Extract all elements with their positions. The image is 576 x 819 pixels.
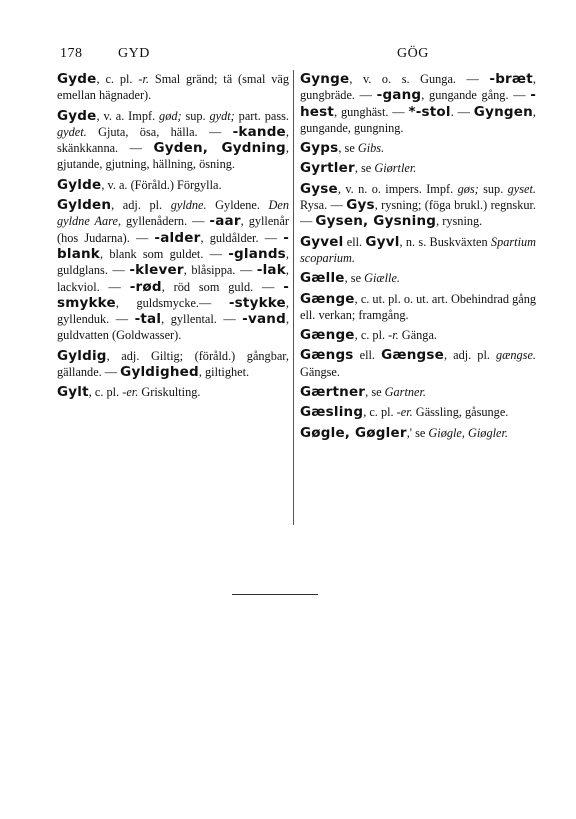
dictionary-entry: Gyvel ell. Gyvl, n. s. Buskväxten Spartium scoparium. [300,233,537,265]
dictionary-entry: Gængs ell. Gængse, adj. pl. gængse. Gängse. [300,347,536,379]
dictionary-entry: Gyps, se Gibs. [300,140,385,157]
dictionary-entry: Gyrtler, se Giørtler. [300,160,417,177]
end-rule [232,594,318,595]
dictionary-entry: Gylt, c. pl. -er. Griskulting. [57,384,201,401]
dictionary-entry: Gænge, c. ut. pl. o. ut. art. Obehindrad gång ell. verkan; framgång. [300,290,537,322]
column-divider [293,70,294,525]
dictionary-entry: Gøgle, Gøgler,' se Giøgle, Giøgler. [300,424,508,441]
right-column [300,71,536,445]
dictionary-entry: Gynge, v. o. s. Gunga. — -bræt, gungbräde. — -gang, gungande gång. — -hest, gunghäst. — *-stol. — Gyngen, gungande, gungning. [300,71,536,135]
dictionary-entry: Gyde, v. a. Impf. gød; sup. gydt; part. pass. gydet. Gjuta, ösa, hälla. — -kande, skänkkanna. — Gyden, Gydning, gjutande, gjutning, hällning, ösning. [57,107,289,172]
dictionary-entry: Gærtner, se Gartner. [300,384,426,401]
dictionary-entry: Gyse, v. n. o. impers. Impf. gøs; sup. gyset. Rysa. — Gys, rysning; (föga brukl.) regnskur. — Gysen, Gysning, rysning. [300,180,537,230]
dictionary-entry: Gæsling, c. pl. -er. Gässling, gåsunge. [300,404,509,421]
dictionary-entry: Gyldig, adj. Giltig; (föråld.) gångbar, gällande. — Gyldighed, giltighet. [57,347,289,381]
left-column [57,71,289,405]
dictionary-entry: Gyde, c. pl. -r. Smal gränd; tä (smal väg emellan hägnader). [57,71,290,103]
left-guide-word: GYD [118,46,150,61]
right-guide-word: GÖG [397,46,429,61]
dictionary-entry: Gylde, v. a. (Föråld.) Förgylla. [57,176,222,193]
dictionary-entry: Gælle, se Giælle. [300,270,400,287]
dictionary-entry: Gænge, c. pl. -r. Gänga. [300,327,437,344]
dictionary-entry: Gylden, adj. pl. gyldne. Gyldene. Den gyldne Aare, gyllenådern. — -aar, gyllenår (hos Judarna). — -alder, guldålder. — -blank, blank som guldet. — -glands, guldglans. — -klever, blåsippa. — -lak, lackviol. — -rød, röd som guld. — -smykke, guldsmycke.— -stykke, gyllenduk. — -tal, gyllental. — -vand, guldvatten (Goldwasser). [57,197,290,343]
page-number: 178 [60,46,83,61]
